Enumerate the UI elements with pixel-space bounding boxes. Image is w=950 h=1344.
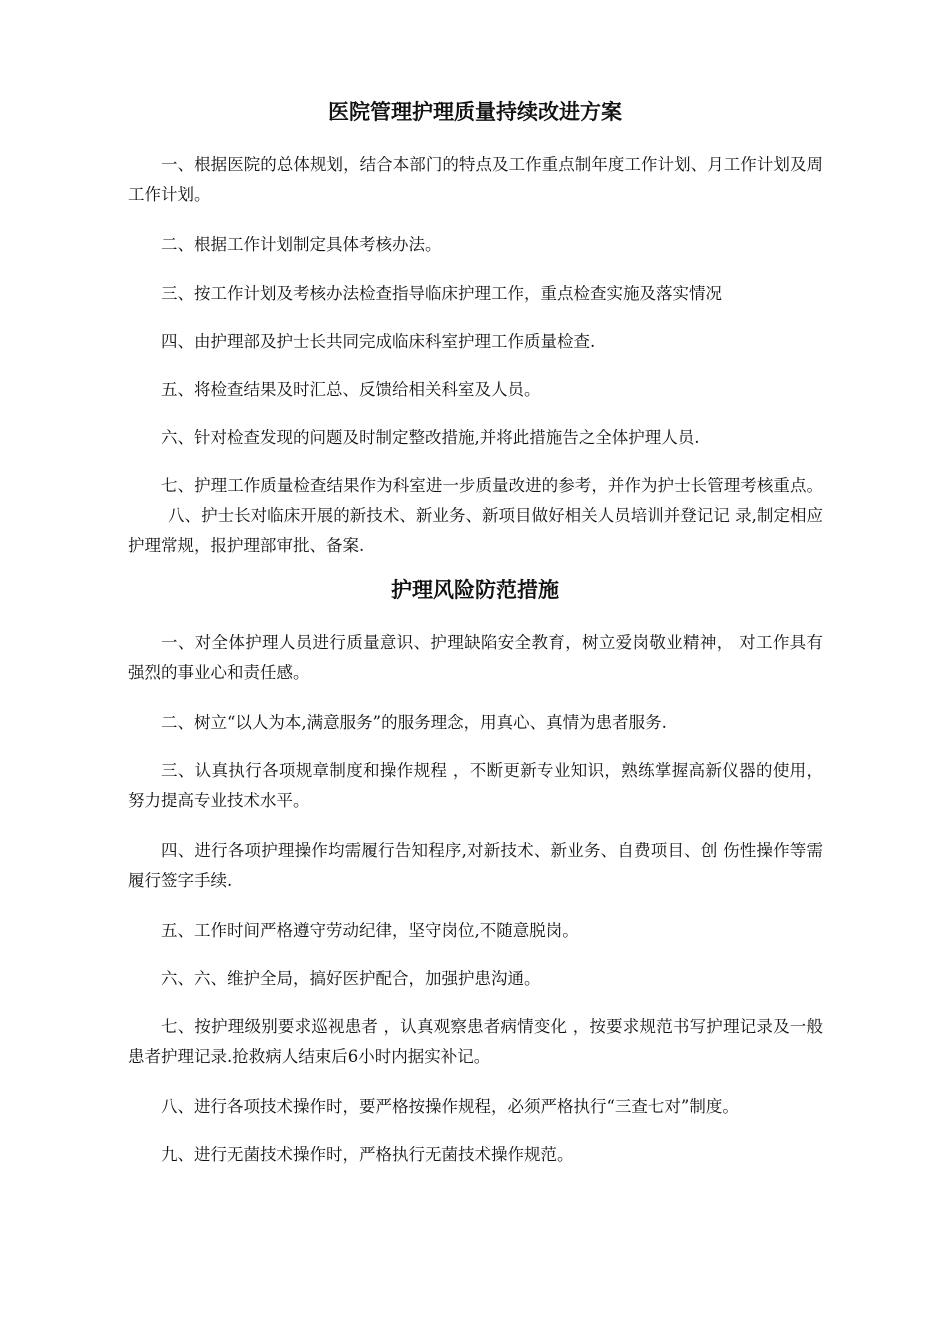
section2-item-9: 九、进行无菌技术操作时，严格执行无菌技术操作规范。 — [161, 1145, 574, 1164]
section2-title: 护理风险防范措施 — [391, 577, 559, 602]
section2-item-8: 八、进行各项技术操作时，要严格按操作规程，必须严格执行“三查七对”制度。 — [161, 1097, 739, 1116]
section1-item-7: 七、护理工作质量检查结果作为科室进一步质量改进的参考，并作为护士长管理考核重点。 — [161, 476, 823, 495]
section1-item-3: 三、按工作计划及考核办法检查指导临床护理工作，重点检查实施及落实情况 — [161, 284, 722, 303]
section1-item-6: 六、针对检查发现的问题及时制定整改措施,并将此措施告之全体护理人员. — [161, 428, 700, 447]
section1-item-8: 八、护士长对临床开展的新技术、新业务、新项目做好相关人员培训并登记记 录,制定相应护理常规，报护理部审批、备案. — [128, 506, 823, 555]
section1-title: 医院管理护理质量持续改进方案 — [328, 99, 622, 124]
section1-item-2: 二、根据工作计划制定具体考核办法。 — [161, 235, 442, 254]
section1-item-1: 一、根据医院的总体规划，结合本部门的特点及工作重点制年度工作计划、月工作计划及周工作计划。 — [128, 155, 823, 204]
section2-item-6: 六、六、维护全局，搞好医护配合，加强护患沟通。 — [161, 969, 541, 988]
section1-item-4: 四、由护理部及护士长共同完成临床科室护理工作质量检查. — [161, 332, 596, 351]
section1-item-5: 五、将检查结果及时汇总、反馈给相关科室及人员。 — [161, 380, 541, 399]
section2-item-4: 四、进行各项护理操作均需履行告知程序,对新技术、新业务、自费项目、创 伤性操作等需履行签字手续. — [128, 841, 823, 890]
section2-item-3: 三、认真执行各项规章制度和操作规程 ，不断更新专业知识，熟练掌握高新仪器的使用，努力提高专业技术水平。 — [128, 761, 823, 810]
section2-item-5: 五、工作时间严格遵守劳动纪律，坚守岗位,不随意脱岗。 — [161, 921, 579, 940]
section2-item-2: 二、树立“以人为本,满意服务”的服务理念，用真心、真情为患者服务. — [161, 713, 667, 732]
section2-item-1: 一、对全体护理人员进行质量意识、护理缺陷安全教育，树立爱岗敬业精神， 对工作具有强烈的事业心和责任感。 — [128, 633, 823, 682]
section1-item-7-8 — [128, 471, 823, 561]
section2-item-7: 七、按护理级别要求巡视患者 ，认真观察患者病情变化 ，按要求规范书写护理记录及一般患者护理记录.抢救病人结束后6小时内据实补记。 — [128, 1017, 823, 1066]
